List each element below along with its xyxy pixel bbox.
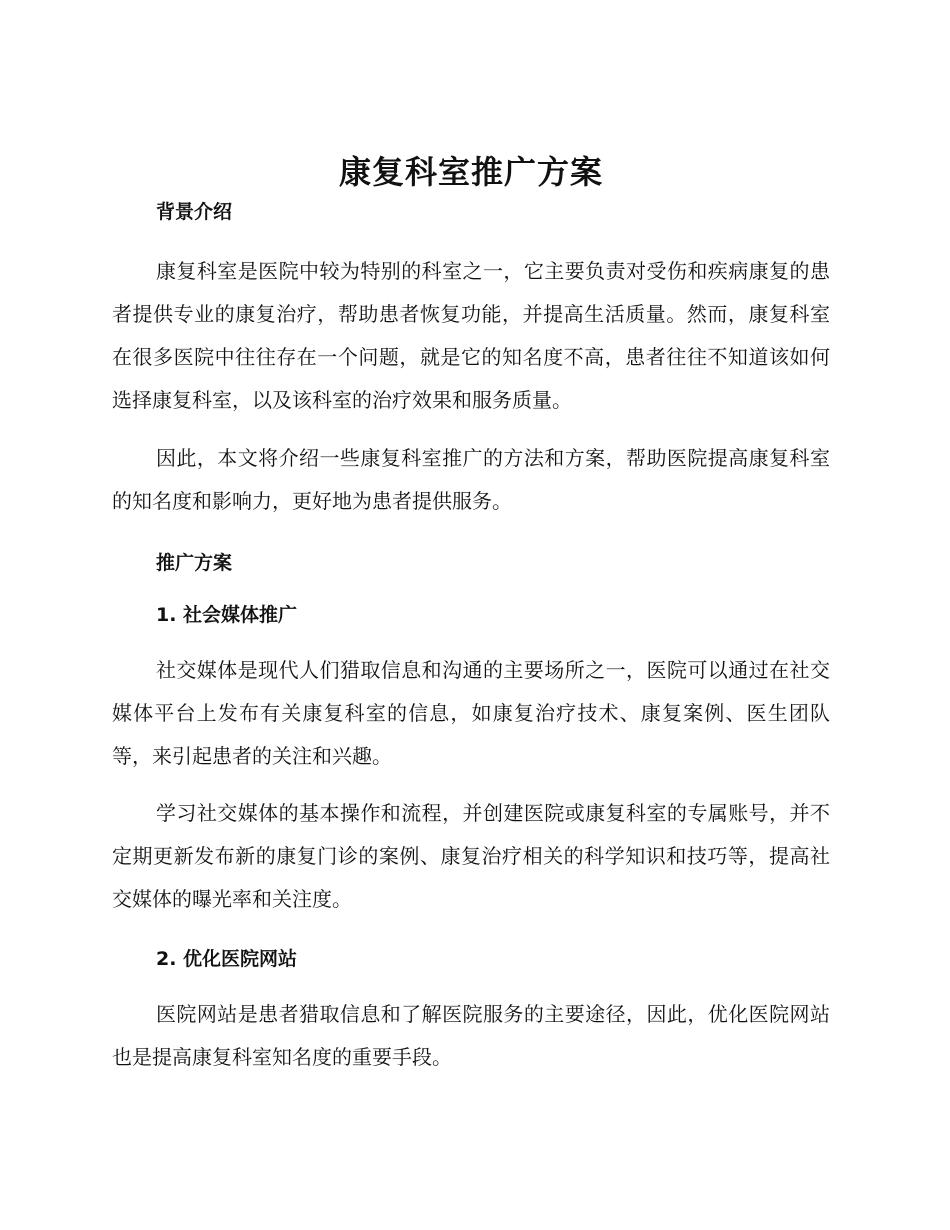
paragraph: 因此，本文将介绍一些康复科室推广的方法和方案，帮助医院提高康复科室的知名度和影响力，更好地为患者提供服务。 xyxy=(112,446,830,513)
section-heading-social-media: 1. 社会媒体推广 xyxy=(156,604,298,626)
document-title: 康复科室推广方案 xyxy=(338,153,603,191)
section-heading-optimize-website: 2. 优化医院网站 xyxy=(156,948,298,970)
section-heading-promotion-plan: 推广方案 xyxy=(156,552,233,574)
section-heading-background: 背景介绍 xyxy=(156,201,233,223)
document-page xyxy=(112,148,830,1079)
paragraph: 学习社交媒体的基本操作和流程，并创建医院或康复科室的专属账号，并不定期更新发布新的康复门诊的案例、康复治疗相关的科学知识和技巧等，提高社交媒体的曝光率和关注度。 xyxy=(112,801,830,911)
paragraph: 医院网站是患者猎取信息和了解医院服务的主要途径，因此，优化医院网站也是提高康复科室知名度的重要手段。 xyxy=(112,1002,830,1069)
paragraph: 社交媒体是现代人们猎取信息和沟通的主要场所之一，医院可以通过在社交媒体平台上发布有关康复科室的信息，如康复治疗技术、康复案例、医生团队等，来引起患者的关注和兴趣。 xyxy=(112,658,830,768)
paragraph: 康复科室是医院中较为特别的科室之一，它主要负责对受伤和疾病康复的患者提供专业的康复治疗，帮助患者恢复功能，并提高生活质量。然而，康复科室在很多医院中往往存在一个问题，就是它的知名度不高，患者往往不知道该如何选择康复科室，以及该科室的治疗效果和服务质量。 xyxy=(112,259,830,412)
